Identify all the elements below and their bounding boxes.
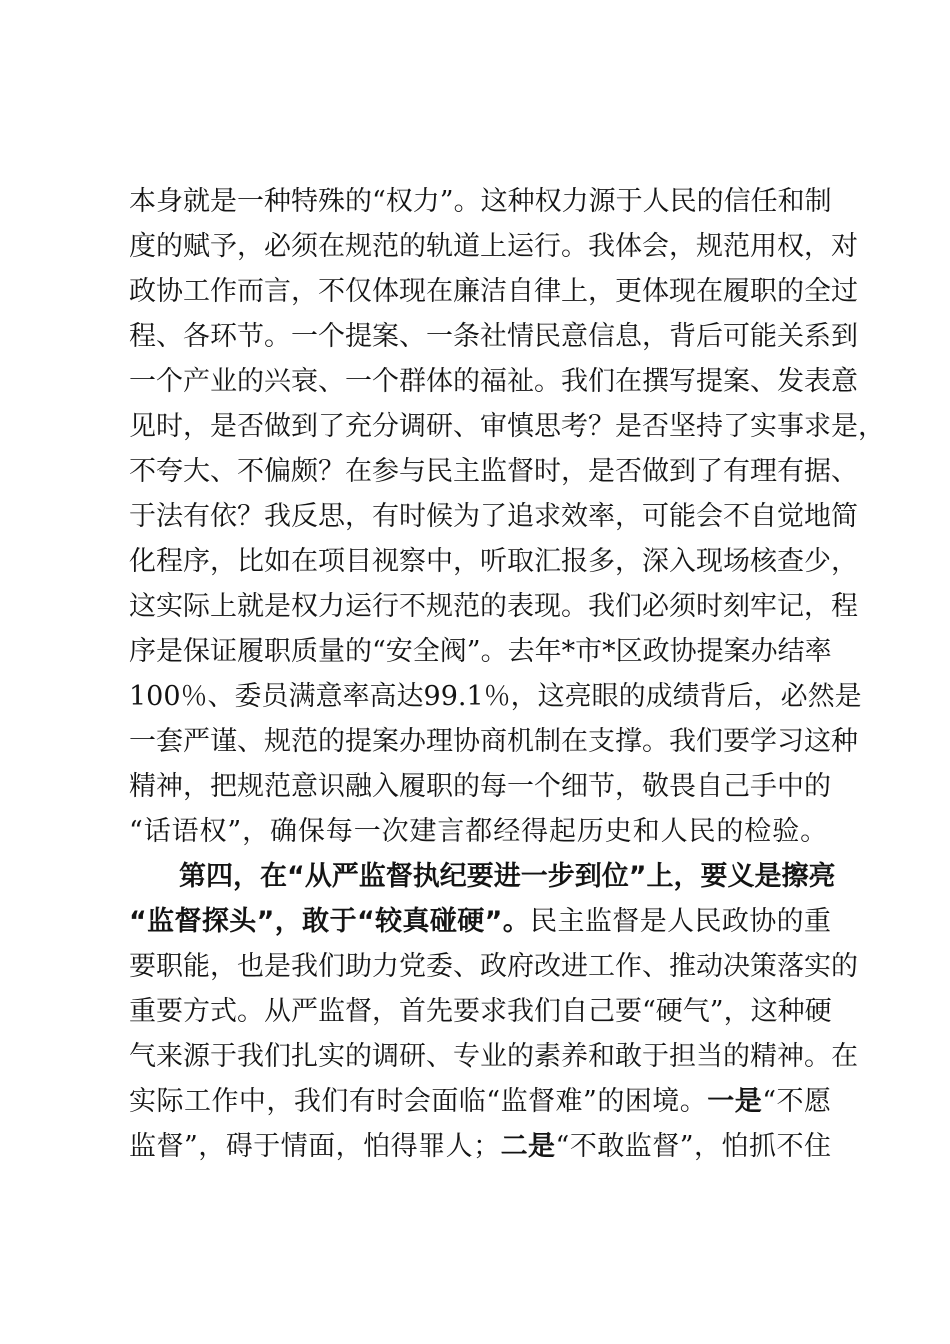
text-line xyxy=(129,1079,831,1124)
text-line: 度的赋予，必须在规范的轨道上运行。我体会，规范用权，对 xyxy=(129,231,858,262)
text-line: 100％、委员满意率高达99.1％，这亮眼的成绩背后，必然是 xyxy=(129,681,862,712)
text-line xyxy=(129,899,831,944)
text-run: “不敢监督”，怕抓不住 xyxy=(555,1131,831,1162)
text-run: 民主监督是人民政协的重 xyxy=(530,906,832,937)
text-run: 实际工作中，我们有时会面临“监督难”的困境。 xyxy=(129,1086,708,1117)
text-line: 于法有依？我反思，有时候为了追求效率，可能会不自觉地简 xyxy=(129,501,858,532)
text-line: 一个产业的兴衰、一个群体的福祉。我们在撰写提案、发表意 xyxy=(129,366,858,397)
text-line: 这实际上就是权力运行不规范的表现。我们必须时刻牢记，程 xyxy=(129,591,858,622)
paragraph-1 xyxy=(129,179,885,854)
emphasis-run: 二是 xyxy=(500,1131,556,1162)
text-line: 本身就是一种特殊的“权力”。这种权力源于人民的信任和制 xyxy=(129,186,832,217)
text-line: 序是保证履职质量的“安全阀”。去年*市*区政协提案办结率 xyxy=(129,636,832,667)
text-line: 要职能，也是我们助力党委、政府改进工作、推动决策落实的 xyxy=(129,951,858,982)
emphasis-run: 一是 xyxy=(707,1086,763,1117)
section-heading-tail: “监督探头”，敢于“较真碰硬”。 xyxy=(129,906,531,937)
text-line: 程、各环节。一个提案、一条社情民意信息，背后可能关系到 xyxy=(129,321,858,352)
text-line: 见时，是否做到了充分调研、审慎思考？是否坚持了实事求是， xyxy=(129,411,885,442)
paragraph-2 xyxy=(129,854,858,1169)
text-run: “不愿 xyxy=(762,1086,831,1117)
text-line xyxy=(129,1124,831,1169)
text-line: 气来源于我们扎实的调研、专业的素养和敢于担当的精神。在 xyxy=(129,1041,858,1072)
body-text xyxy=(129,179,885,1169)
text-line: “话语权”，确保每一次建言都经得起历史和人民的检验。 xyxy=(129,816,829,847)
text-line: 不夸大、不偏颇？在参与民主监督时，是否做到了有理有据、 xyxy=(129,456,858,487)
text-line: 化程序，比如在项目视察中，听取汇报多，深入现场核查少， xyxy=(129,546,858,577)
text-line: 政协工作而言，不仅体现在廉洁自律上，更体现在履职的全过 xyxy=(129,276,858,307)
text-line: 精神，把规范意识融入履职的每一个细节，敬畏自己手中的 xyxy=(129,771,831,802)
text-line: 重要方式。从严监督，首先要求我们自己要“硬气”，这种硬 xyxy=(129,996,832,1027)
text-run: 监督”，碍于情面，怕得罪人； xyxy=(129,1131,501,1162)
text-line: 一套严谨、规范的提案办理协商机制在支撑。我们要学习这种 xyxy=(129,726,858,757)
section-heading-line: 第四，在“从严监督执纪要进一步到位”上，要义是擦亮 xyxy=(179,861,836,892)
